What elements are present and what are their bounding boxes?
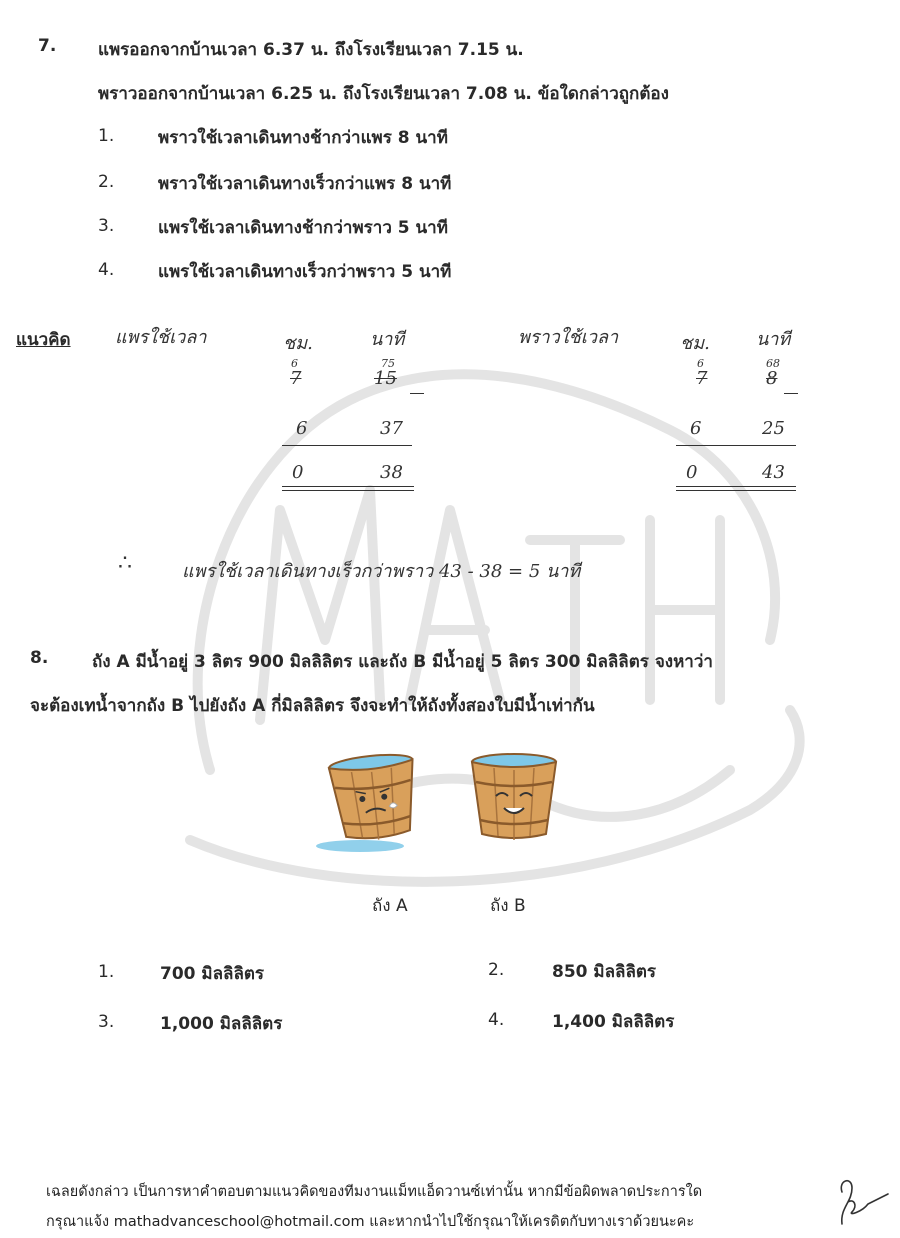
q7-option-4-number: 4. — [98, 260, 115, 280]
left-minus-sign — [410, 393, 424, 394]
right-top-min: 8 — [766, 368, 778, 389]
q8-option-2-text: 850 มิลลิลิตร — [552, 962, 657, 982]
q8-option-3-text: 1,000 มิลลิลิตร — [160, 1014, 283, 1034]
right-res-hr: 0 — [686, 462, 698, 483]
left-col-hr: ชม. — [283, 333, 313, 354]
buckets-illustration — [312, 750, 582, 860]
signature-mark — [828, 1172, 892, 1232]
left-rule-2a — [282, 486, 414, 487]
q7-option-4-text: แพรใช้เวลาเดินทางเร็วกว่าพราว 5 นาที — [158, 262, 452, 282]
right-title: พราวใช้เวลา — [518, 327, 619, 348]
right-sub-hr: 6 — [690, 418, 702, 439]
right-rule-2a — [676, 486, 796, 487]
footer-line-1: เฉลยดังกล่าว เป็นการหาคำตอบตามแนวคิดของทีมงานแม็ทแอ็ดวานซ์เท่านั้น หากมีข้อผิดพลาดประการใด — [46, 1184, 703, 1200]
q8-line1: ถัง A มีน้ำอยู่ 3 ลิตร 900 มิลลิลิตร และถัง B มีน้ำอยู่ 5 ลิตร 300 มิลลิลิตร จงหาว่า — [92, 652, 713, 672]
q7-option-1-text: พราวใช้เวลาเดินทางช้ากว่าแพร 8 นาที — [158, 128, 448, 148]
q8-option-1-text: 700 มิลลิลิตร — [160, 964, 265, 984]
work-label: แนวคิด — [16, 330, 71, 350]
q7-option-1-number: 1. — [98, 126, 115, 146]
q8-option-4-number: 4. — [488, 1010, 505, 1030]
therefore-symbol: ∴ — [118, 551, 132, 576]
bucket-b-label: ถัง B — [490, 896, 526, 916]
q8-option-4-text: 1,400 มิลลิลิตร — [552, 1012, 675, 1032]
q7-option-2-number: 2. — [98, 172, 115, 192]
q8-option-2-number: 2. — [488, 960, 505, 980]
bucket-b-image — [472, 754, 556, 840]
left-res-hr: 0 — [292, 462, 304, 483]
right-minus-sign — [784, 393, 798, 394]
left-sub-min: 37 — [380, 418, 403, 439]
right-borrow-hr: 6 — [697, 357, 704, 370]
left-top-min: 15 — [374, 368, 397, 389]
right-res-min: 43 — [762, 462, 785, 483]
left-borrow-hr: 6 — [291, 357, 298, 370]
left-col-min: นาที — [370, 329, 405, 350]
q7-option-2-text: พราวใช้เวลาเดินทางเร็วกว่าแพร 8 นาที — [158, 174, 452, 194]
conclusion-text: แพรใช้เวลาเดินทางเร็วกว่าพราว 43 - 38 = 5 นาที — [182, 561, 581, 582]
left-rule-2b — [282, 490, 414, 491]
q7-line2: พราวออกจากบ้านเวลา 6.25 น. ถึงโรงเรียนเวลา 7.08 น. ข้อใดกล่าวถูกต้อง — [98, 84, 669, 104]
q7-option-3-text: แพรใช้เวลาเดินทางช้ากว่าพราว 5 นาที — [158, 218, 448, 238]
q7-line1: แพรออกจากบ้านเวลา 6.37 น. ถึงโรงเรียนเวลา 7.15 น. — [98, 40, 524, 60]
left-title: แพรใช้เวลา — [115, 327, 207, 348]
right-top-hr: 7 — [696, 368, 708, 389]
right-rule-2b — [676, 490, 796, 491]
left-res-min: 38 — [380, 462, 403, 483]
q7-number: 7. — [38, 36, 57, 56]
left-top-hr: 7 — [290, 368, 302, 389]
q8-number: 8. — [30, 648, 49, 668]
right-col-min: นาที — [756, 329, 791, 350]
q8-option-1-number: 1. — [98, 962, 115, 982]
left-rule-1 — [282, 445, 412, 446]
right-rule-1 — [676, 445, 796, 446]
q7-option-3-number: 3. — [98, 216, 115, 236]
q8-line2: จะต้องเทน้ำจากถัง B ไปยังถัง A กี่มิลลิลิตร จึงจะทำให้ถังทั้งสองใบมีน้ำเท่ากัน — [30, 696, 595, 716]
footer-line-2: กรุณาแจ้ง mathadvanceschool@hotmail.com และหากนำไปใช้กรุณาให้เครดิตกับทางเราด้วยนะคะ — [46, 1214, 695, 1230]
left-borrow-min: 75 — [381, 357, 395, 370]
bucket-a-image — [328, 752, 420, 844]
bucket-a-label: ถัง A — [372, 896, 408, 916]
left-sub-hr: 6 — [296, 418, 308, 439]
right-col-hr: ชม. — [680, 333, 710, 354]
q8-option-3-number: 3. — [98, 1012, 115, 1032]
right-sub-min: 25 — [762, 418, 785, 439]
right-borrow-min: 68 — [766, 357, 780, 370]
